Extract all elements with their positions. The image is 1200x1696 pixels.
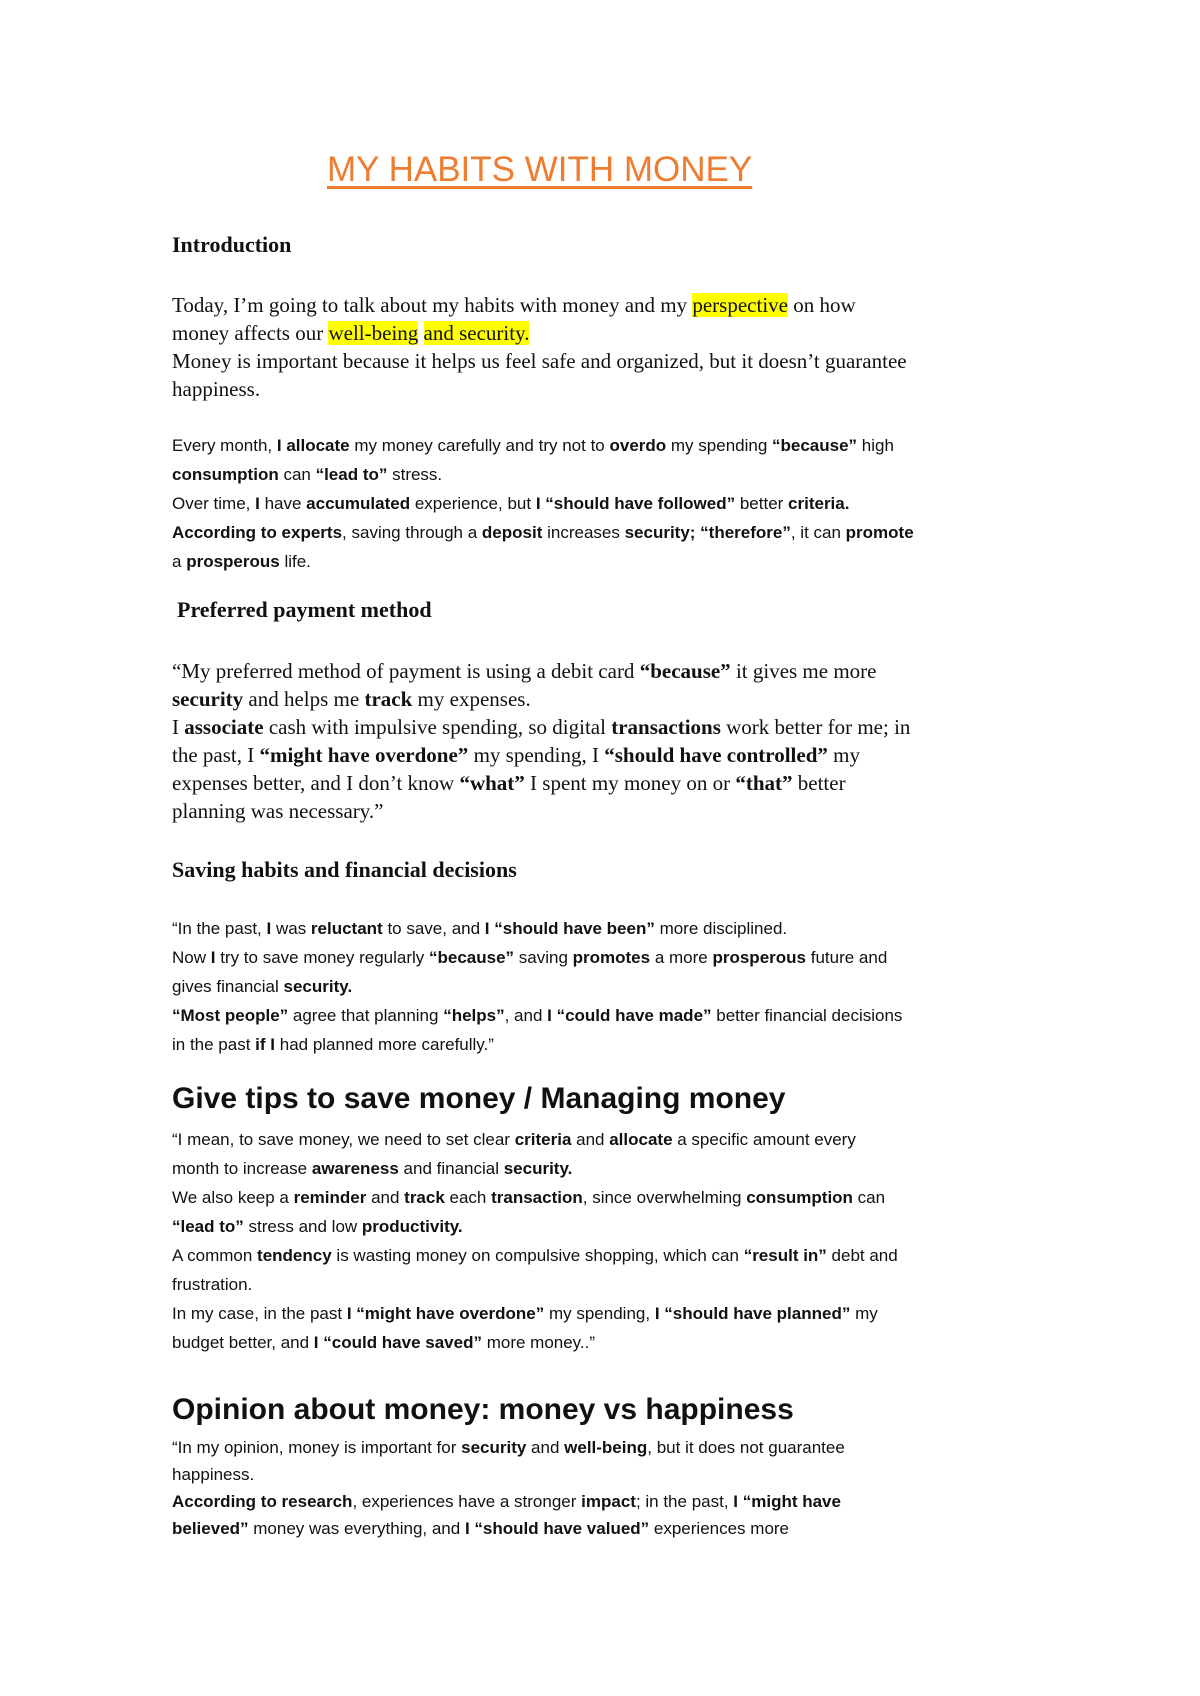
intro-heading: Introduction xyxy=(172,232,292,257)
bold-term: accumulated xyxy=(306,494,411,513)
opinion-heading: Opinion about money: money vs happiness xyxy=(172,1393,794,1426)
text-run: budget better, and xyxy=(172,1333,314,1352)
bold-term: security xyxy=(461,1438,527,1457)
opinion-line: happiness. xyxy=(172,1465,255,1484)
text-run: experience, but xyxy=(410,494,536,513)
opinion-line xyxy=(172,1434,1052,1461)
bold-term: “what” xyxy=(459,771,525,795)
tips-heading: Give tips to save money / Managing money xyxy=(172,1082,786,1115)
text-run: I spent my money on or xyxy=(524,771,736,795)
opinion-line xyxy=(172,1515,1052,1542)
saving-heading: Saving habits and financial decisions xyxy=(172,857,517,882)
bold-term: I “should have followed” xyxy=(535,494,736,513)
bold-term: if I xyxy=(255,1035,276,1054)
text-run: , but it does not guarantee xyxy=(647,1438,845,1457)
payment-line xyxy=(172,685,1052,713)
opinion-paragraph xyxy=(172,1434,1052,1542)
text-run: stress and low xyxy=(243,1217,362,1236)
payment-line xyxy=(172,713,1052,741)
bold-term: According to research xyxy=(172,1492,353,1511)
text-run: each xyxy=(444,1188,492,1207)
tips-line xyxy=(172,1183,1052,1212)
saving-line xyxy=(172,972,1052,1001)
bold-term: tendency xyxy=(257,1246,332,1265)
highlighted-text: perspective xyxy=(692,293,788,317)
text-run: have xyxy=(259,494,307,513)
text-run: my xyxy=(850,1304,878,1323)
bold-term: promote xyxy=(845,523,914,542)
bold-term: “helps” xyxy=(443,1006,505,1025)
saving-line xyxy=(172,1030,1052,1059)
text-run: saving xyxy=(514,948,573,967)
text-run: my spending xyxy=(666,436,773,455)
bold-term: consumption xyxy=(746,1188,853,1207)
text-run: gives financial xyxy=(172,977,284,996)
bold-term: I “should have been” xyxy=(484,919,655,938)
intro-habits-line xyxy=(172,547,1052,576)
text-run: it gives me more xyxy=(730,659,877,683)
text-run: my spending, I xyxy=(468,743,605,767)
intro-habits-line xyxy=(172,431,1052,460)
text-run: money was everything, and xyxy=(248,1519,465,1538)
text-run: experiences more xyxy=(649,1519,790,1538)
text-run xyxy=(418,321,423,345)
bold-term: security. xyxy=(283,977,353,996)
text-run: work better for me; in xyxy=(720,715,911,739)
bold-term: I xyxy=(255,494,260,513)
payment-line xyxy=(172,657,1052,685)
saving-line xyxy=(172,914,1052,943)
bold-term: I “should have valued” xyxy=(464,1519,650,1538)
text-run: try to save money regularly xyxy=(215,948,429,967)
tips-line xyxy=(172,1154,1052,1183)
text-run: I xyxy=(172,715,185,739)
text-run: month to increase xyxy=(172,1159,312,1178)
bold-term: “because” xyxy=(639,659,731,683)
bold-term: transactions xyxy=(611,715,721,739)
text-run: Over time, xyxy=(172,494,256,513)
bold-term: “might have overdone” xyxy=(259,743,469,767)
intro-line: happiness. xyxy=(172,377,261,401)
payment-heading: Preferred payment method xyxy=(177,597,432,622)
text-run: future and xyxy=(806,948,888,967)
bold-term: I xyxy=(266,919,272,938)
saving-paragraph xyxy=(172,914,1052,1059)
bold-term: prosperous xyxy=(186,552,280,571)
bold-term: promotes xyxy=(572,948,651,967)
text-run: stress. xyxy=(387,465,443,484)
text-run: cash with impulsive spending, so digital xyxy=(263,715,612,739)
bold-term: I “might have xyxy=(733,1492,841,1511)
tips-line xyxy=(172,1212,1052,1241)
payment-paragraph xyxy=(172,657,1052,825)
text-run: money affects our xyxy=(172,321,329,345)
text-run: high xyxy=(857,436,894,455)
bold-term: security. xyxy=(503,1159,573,1178)
bold-term: associate xyxy=(184,715,264,739)
text-run: my xyxy=(827,743,860,767)
bold-term: consumption xyxy=(172,465,279,484)
bold-term: I xyxy=(210,948,216,967)
intro-habits-line xyxy=(172,460,1052,489)
bold-term: “because” xyxy=(772,436,858,455)
bold-term: security; “therefore” xyxy=(624,523,791,542)
bold-term: “should have controlled” xyxy=(604,743,828,767)
bold-term: believed” xyxy=(172,1519,249,1538)
bold-term: According to experts xyxy=(172,523,343,542)
bold-term: I “could have saved” xyxy=(313,1333,482,1352)
intro-paragraph xyxy=(172,291,1052,403)
text-run: had planned more carefully.” xyxy=(275,1035,494,1054)
text-run: Every month, xyxy=(172,436,277,455)
tips-line xyxy=(172,1299,1052,1328)
text-run: can xyxy=(852,1188,886,1207)
text-run: debt and xyxy=(826,1246,898,1265)
text-run: better financial decisions xyxy=(711,1006,903,1025)
bold-term: “lead to” xyxy=(172,1217,244,1236)
bold-term: criteria. xyxy=(788,494,850,513)
bold-term: “lead to” xyxy=(315,465,388,484)
text-run: better xyxy=(792,771,846,795)
tips-line: frustration. xyxy=(172,1275,253,1294)
text-run: and xyxy=(526,1438,565,1457)
bold-term: overdo xyxy=(609,436,667,455)
text-run: and xyxy=(366,1188,405,1207)
bold-term: deposit xyxy=(481,523,543,542)
text-run: a more xyxy=(650,948,713,967)
text-run: , it can xyxy=(790,523,846,542)
intro-line: Money is important because it helps us feel safe and organized, but it doesn’t guarantee xyxy=(172,349,907,373)
intro-habits-line xyxy=(172,489,1052,518)
bold-term: reluctant xyxy=(310,919,383,938)
bold-term: productivity. xyxy=(361,1217,463,1236)
opinion-line xyxy=(172,1488,1052,1515)
bold-term: allocate xyxy=(609,1130,673,1149)
bold-term: impact xyxy=(581,1492,636,1511)
bold-term: awareness xyxy=(311,1159,399,1178)
text-run: and xyxy=(571,1130,610,1149)
text-run: Now xyxy=(172,948,211,967)
bold-term: reminder xyxy=(293,1188,367,1207)
payment-line xyxy=(172,741,1052,769)
highlighted-text: and security. xyxy=(423,321,530,345)
bold-term: “because” xyxy=(429,948,515,967)
text-run: , saving through a xyxy=(342,523,482,542)
bold-term: track xyxy=(364,687,413,711)
bold-term: security xyxy=(172,687,244,711)
text-run: is wasting money on compulsive shopping, which can xyxy=(331,1246,744,1265)
bold-term: I allocate xyxy=(276,436,350,455)
text-run: expenses better, and I don’t know xyxy=(172,771,460,795)
text-run: my money carefully and try not to xyxy=(349,436,610,455)
bold-term: I “could have made” xyxy=(547,1006,712,1025)
text-run: my spending, xyxy=(544,1304,655,1323)
text-run: a specific amount every xyxy=(672,1130,856,1149)
text-run: and financial xyxy=(398,1159,504,1178)
text-run: “In the past, xyxy=(172,919,267,938)
tips-paragraph xyxy=(172,1125,1052,1357)
document-title: MY HABITS WITH MONEY xyxy=(327,150,753,189)
text-run: life. xyxy=(279,552,311,571)
text-run: Today, I’m going to talk about my habits with money and my xyxy=(172,293,693,317)
text-run: “My preferred method of payment is using a debit card xyxy=(172,659,640,683)
bold-term: track xyxy=(404,1188,445,1207)
text-run: in the past xyxy=(172,1035,256,1054)
tips-line xyxy=(172,1125,1052,1154)
text-run: , experiences have a stronger xyxy=(352,1492,582,1511)
text-run: more money..” xyxy=(481,1333,596,1352)
text-run: and helps me xyxy=(243,687,365,711)
text-run: , and xyxy=(504,1006,548,1025)
text-run: a xyxy=(172,552,187,571)
bold-term: prosperous xyxy=(712,948,806,967)
bold-term: I “might have overdone” xyxy=(346,1304,545,1323)
text-run: the past, I xyxy=(172,743,260,767)
bold-term: “that” xyxy=(735,771,793,795)
text-run: on how xyxy=(787,293,856,317)
tips-line xyxy=(172,1328,1052,1357)
intro-line xyxy=(172,291,1052,319)
text-run: better xyxy=(735,494,789,513)
text-run: , since overwhelming xyxy=(582,1188,747,1207)
text-run: increases xyxy=(542,523,625,542)
intro-line xyxy=(172,319,1052,347)
text-run: agree that planning xyxy=(288,1006,444,1025)
intro-habits-paragraph xyxy=(172,431,1052,576)
bold-term: transaction xyxy=(491,1188,583,1207)
bold-term: well-being xyxy=(564,1438,648,1457)
payment-line: planning was necessary.” xyxy=(172,799,384,823)
bold-term: I “should have planned” xyxy=(654,1304,851,1323)
text-run: ; in the past, xyxy=(635,1492,734,1511)
text-run: A common xyxy=(172,1246,258,1265)
text-run: to save, and xyxy=(382,919,485,938)
text-run: We also keep a xyxy=(172,1188,294,1207)
text-run: “In my opinion, money is important for xyxy=(172,1438,462,1457)
bold-term: “result in” xyxy=(743,1246,827,1265)
text-run: can xyxy=(278,465,316,484)
bold-term: “Most people” xyxy=(172,1006,289,1025)
text-run: “I mean, to save money, we need to set clear xyxy=(172,1130,515,1149)
text-run: was xyxy=(271,919,311,938)
bold-term: criteria xyxy=(514,1130,572,1149)
tips-line xyxy=(172,1241,1052,1270)
saving-line xyxy=(172,1001,1052,1030)
text-run: In my case, in the past xyxy=(172,1304,347,1323)
text-run: my expenses. xyxy=(412,687,531,711)
payment-line xyxy=(172,769,1052,797)
saving-line xyxy=(172,943,1052,972)
intro-habits-line xyxy=(172,518,1052,547)
highlighted-text: well-being xyxy=(328,321,419,345)
text-run: more disciplined. xyxy=(654,919,788,938)
